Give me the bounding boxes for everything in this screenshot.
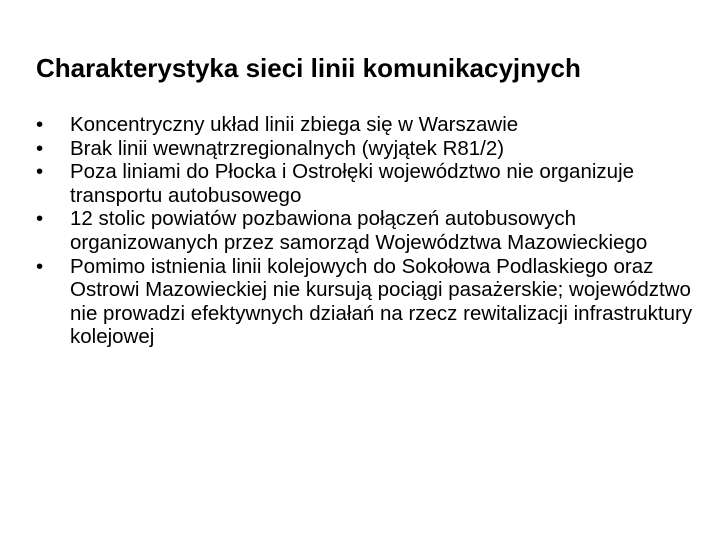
bullet-text: Pomimo istnienia linii kolejowych do Sokołowa Podlaskiego oraz Ostrowi Mazowieckiej nie kursują pociągi pasażerskie; województwo nie prowadzi efektywnych działań na rzecz rewitalizacji infrastruktury kolejowej [70, 254, 693, 349]
bullet-item [36, 255, 700, 349]
bullet-text: Brak linii wewnątrzregionalnych (wyjątek R81/2) [70, 136, 505, 160]
bullet-item [36, 137, 700, 161]
bullet-list [36, 113, 700, 349]
bullet-dot-icon: • [36, 207, 44, 231]
bullet-dot-icon: • [36, 136, 44, 160]
bullet-item [36, 113, 700, 137]
slide-title: Charakterystyka sieci linii komunikacyjnych [36, 53, 581, 83]
bullet-text: 12 stolic powiatów pozbawiona połączeń autobusowych organizowanych przez samorząd Województwa Mazowieckiego [70, 207, 648, 254]
bullet-dot-icon: • [36, 160, 44, 184]
bullet-text: Koncentryczny układ linii zbiega się w Warszawie [70, 113, 519, 136]
bullet-dot-icon: • [36, 254, 44, 278]
bullet-item [36, 207, 700, 254]
bullet-item [36, 160, 700, 207]
bullet-text: Poza liniami do Płocka i Ostrołęki województwo nie organizuje transportu autobusowego [70, 160, 635, 207]
bullet-dot-icon: • [36, 113, 44, 136]
